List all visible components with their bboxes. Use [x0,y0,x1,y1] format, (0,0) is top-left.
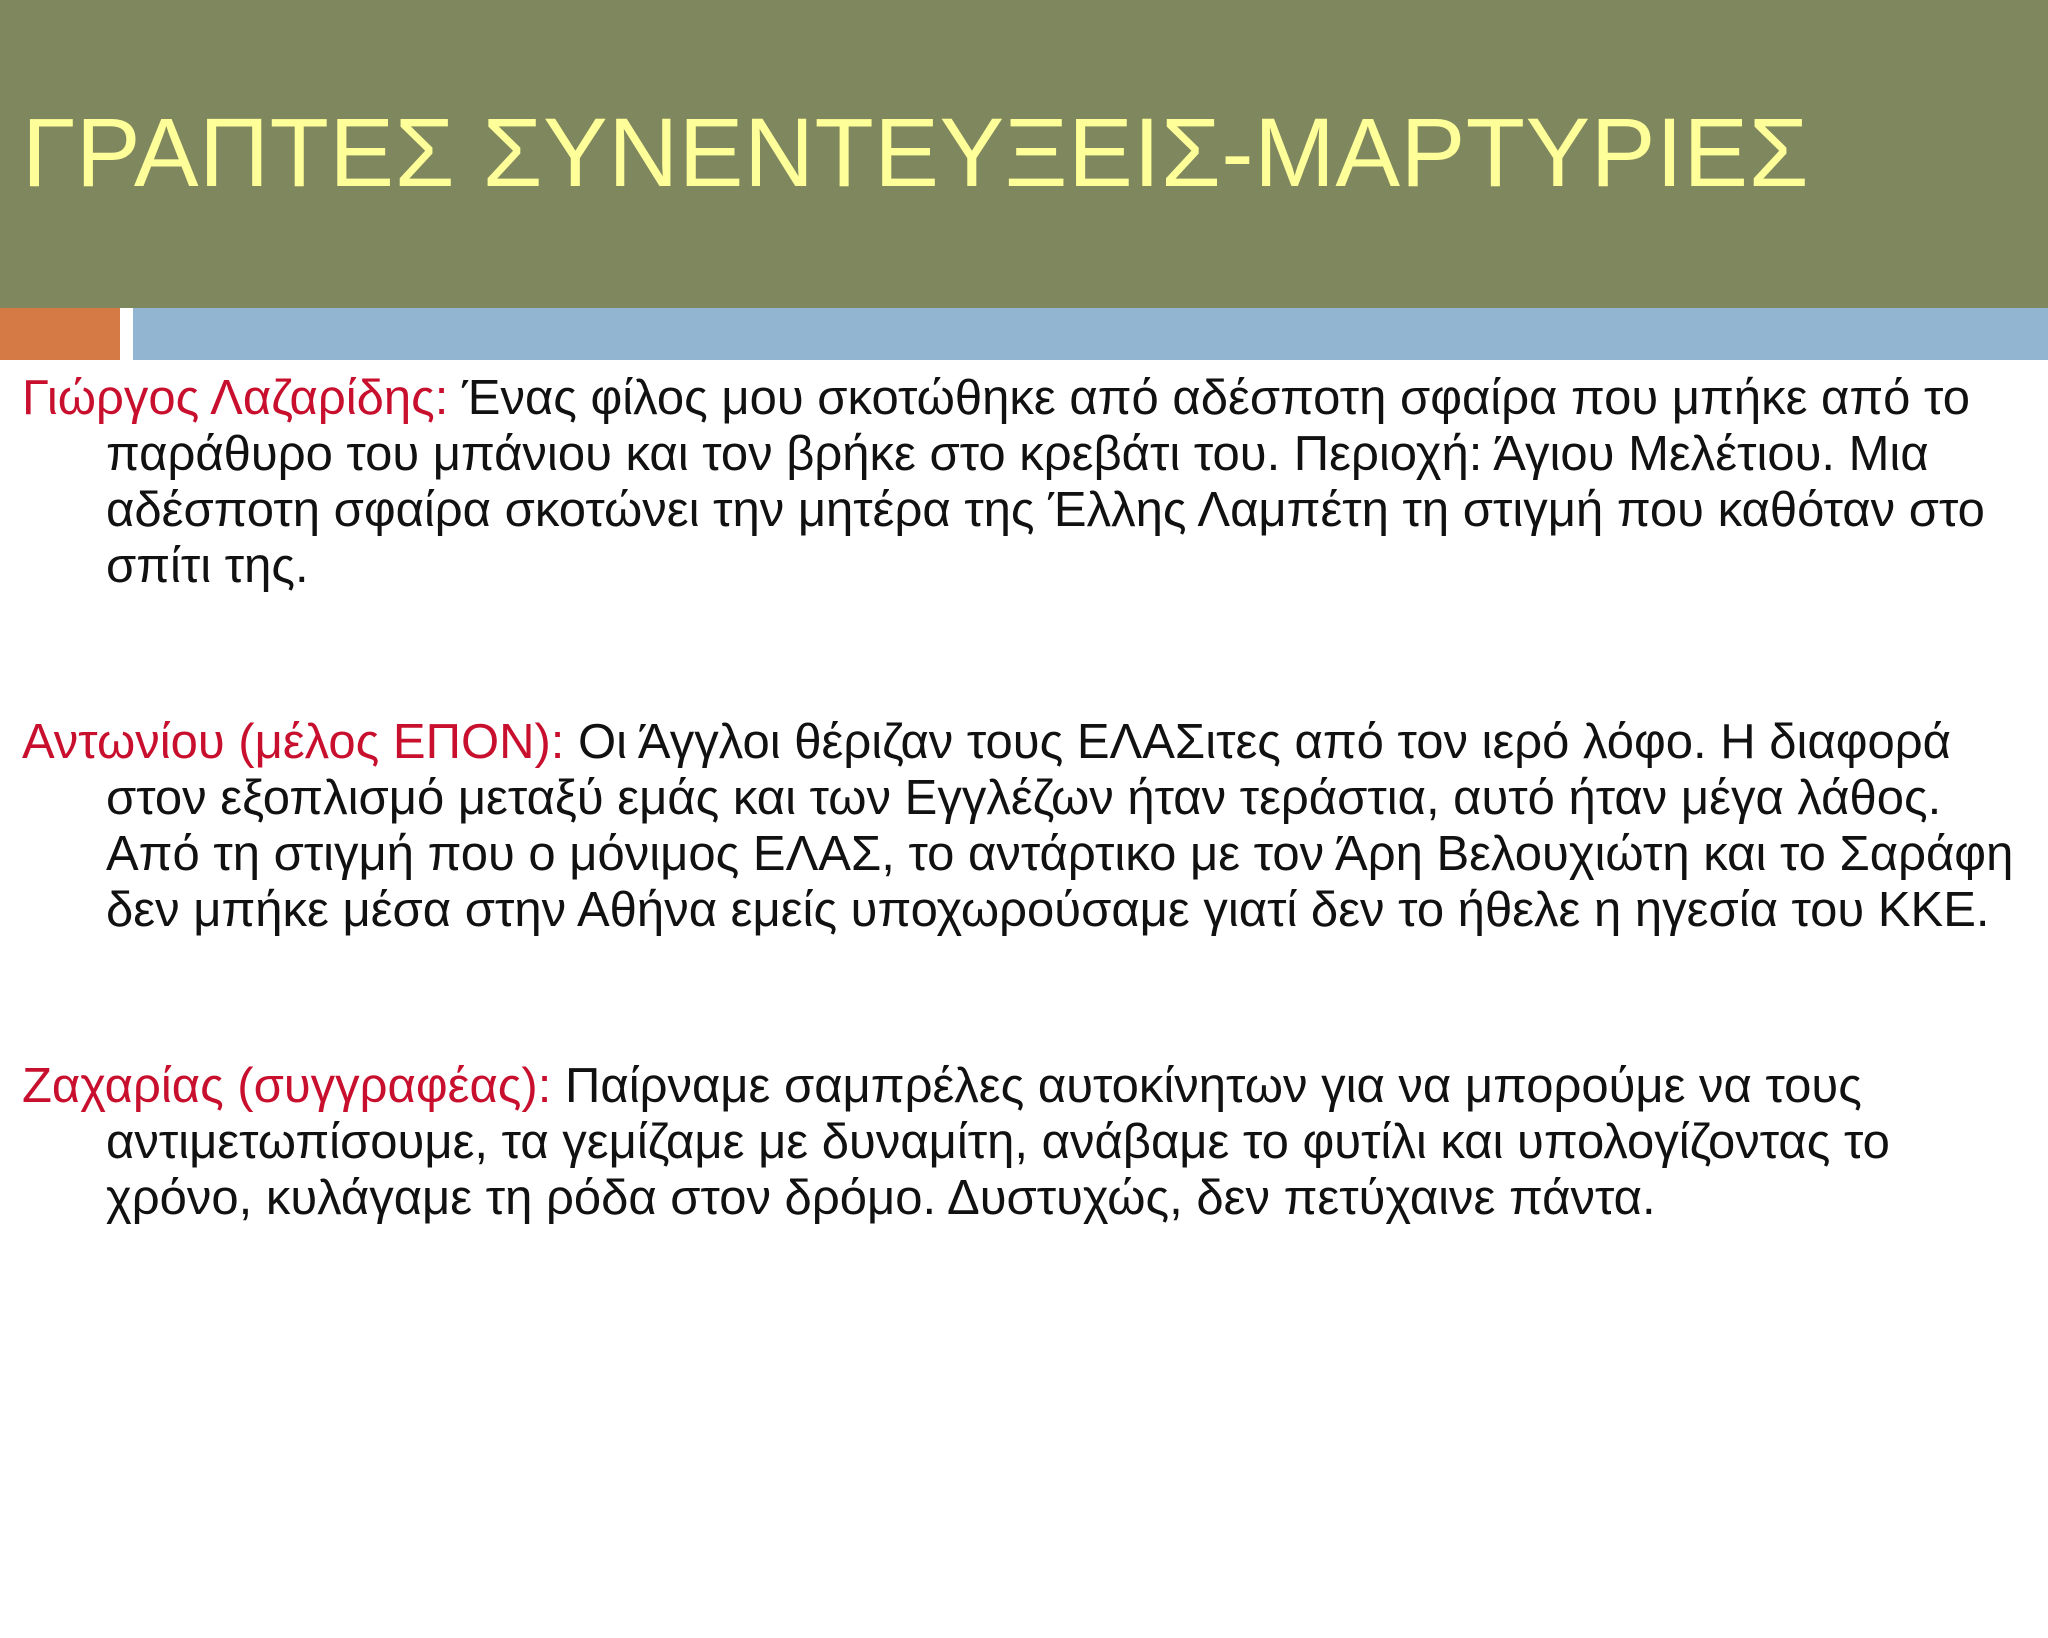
speaker-name: Αντωνίου (μέλος ΕΠΟΝ): [22,715,565,769]
testimony-antoniou [22,714,2032,938]
testimony-text: Ένας φίλος μου σκοτώθηκε από αδέσποτη σφαίρα που μπήκε από το παράθυρο του μπάνιου και τον βρήκε στο κρεβάτι του. Περιοχή: Άγιου Μελέτιου. Μια αδέσποτη σφαίρα σκοτώνει την μητέρα της Έλλης Λαμπέτη τη στιγμή που καθόταν στο σπίτι της. [106,371,1985,593]
testimony-lazaridis [22,370,2032,594]
accent-bar-blue [133,308,2048,360]
title-bar [0,0,2048,308]
testimony-text: Παίρναμε σαμπρέλες αυτοκίνητων για να μπορούμε να τους αντιμετωπίσουμε, τα γεμίζαμε με δυναμίτη, ανάβαμε το φυτίλι και υπολογίζοντας το χρόνο, κυλάγαμε τη ρόδα στον δρόμο. Δυστυχώς, δεν πετύχαινε πάντα. [106,1059,1890,1225]
speaker-name: Ζαχαρίας (συγγραφέας): [22,1059,552,1113]
accent-bar-orange [0,308,120,360]
slide-title: ΓΡΑΠΤΕΣ ΣΥΝΕΝΤΕΥΞΕΙΣ-ΜΑΡΤΥΡΙΕΣ [22,98,1810,207]
speaker-name: Γιώργος Λαζαρίδης: [22,371,449,425]
testimony-text: Οι Άγγλοι θέριζαν τους ΕΛΑΣιτες από τον ιερό λόφο. Η διαφορά στον εξοπλισμό μεταξύ εμάς και των Εγγλέζων ήταν τεράστια, αυτό ήταν μέγα λάθος. Από τη στιγμή που ο μόνιμος ΕΛΑΣ, το αντάρτικο με τον Άρη Βελουχιώτη και το Σαράφη δεν μπήκε μέσα στην Αθήνα εμείς υποχωρούσαμε γιατί δεν το ήθελε η ηγεσία του ΚΚΕ. [106,715,2014,937]
testimony-zacharias [22,1058,2032,1226]
testimonies-list [22,370,2032,1226]
